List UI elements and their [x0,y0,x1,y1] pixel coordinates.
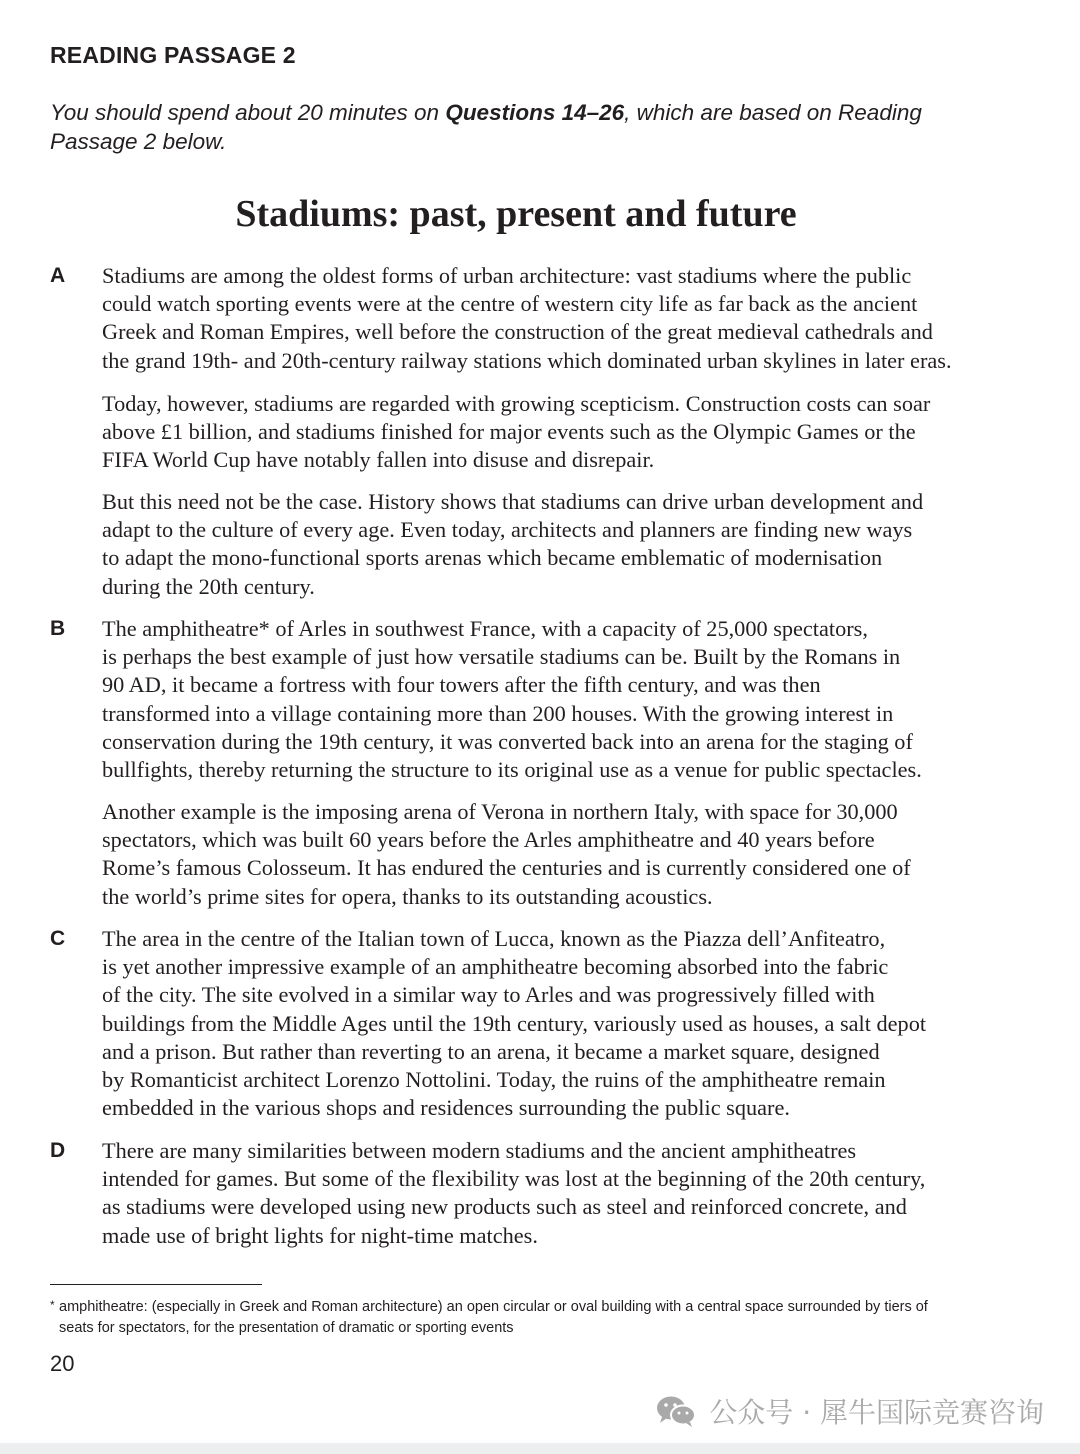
text-line: The amphitheatre* of Arles in southwest France, with a capacity of 25,000 spectators, [102,616,868,641]
footnote-line: amphitheatre: (especially in Greek and Roman architecture) an open circular or oval building with a central space surrounded by tiers of [59,1299,928,1315]
watermark [655,1392,1044,1430]
instructions-questions: Questions 14–26 [445,100,625,125]
text-line: transformed into a village containing more than 200 houses. With the growing interest in [102,700,894,726]
section-letter-a: A [50,264,66,287]
text-line: as stadiums were developed using new products such as steel and reinforced concrete, and [102,1194,907,1220]
text-line: during the 20th century. [102,573,315,599]
text-line: 90 AD, it became a fortress with four towers after the fifth century, and was then [102,672,821,698]
text-line: made use of bright lights for night-time matches. [102,1222,538,1248]
paragraph-a3 [102,488,992,601]
text-line: Stadiums are among the oldest forms of urban architecture: vast stadiums where the public [102,263,912,288]
text-line: embedded in the various shops and residences surrounding the public square. [102,1095,790,1121]
footnote [50,1297,990,1339]
footnote-line: seats for spectators, for the presentation of dramatic or sporting events [59,1320,514,1336]
section-heading: READING PASSAGE 2 [50,42,296,68]
text-line: of the city. The site evolved in a similar way to Arles and was progressively filled with [102,982,875,1008]
text-line: The area in the centre of the Italian town of Lucca, known as the Piazza dell’Anfiteatro, [102,926,886,951]
text-line: spectators, which was built 60 years before the Arles amphitheatre and 40 years before [102,827,875,853]
paragraph-b1 [102,615,992,784]
text-line: above £1 billion, and stadiums finished for major events such as the Olympic Games or the [102,419,916,445]
text-line: is perhaps the best example of just how versatile stadiums can be. Built by the Romans in [102,644,901,670]
text-line: There are many similarities between modern stadiums and the ancient amphitheatres [102,1138,857,1163]
wechat-icon [655,1394,697,1428]
page-number: 20 [50,1351,75,1376]
text-line: by Romanticist architect Lorenzo Nottolini. Today, the ruins of the amphitheatre remain [102,1067,886,1093]
text-line: could watch sporting events were at the centre of western city life as far back as the ancient [102,291,918,317]
text-line: Greek and Roman Empires, well before the construction of the great medieval cathedrals and [102,319,933,345]
text-line: But this need not be the case. History shows that stadiums can drive urban development and [102,489,924,514]
text-line: the grand 19th- and 20th-century railway stations which dominated urban skylines in later eras. [102,347,952,373]
section-letter-b: B [50,617,66,640]
text-line: intended for games. But some of the flexibility was lost at the beginning of the 20th century, [102,1166,926,1192]
passage-title: Stadiums: past, present and future [235,193,797,235]
text-line: Another example is the imposing arena of Verona in northern Italy, with space for 30,000 [102,799,898,824]
text-line: bullfights, thereby returning the structure to its original use as a venue for public spectacles. [102,757,922,783]
text-line: is yet another impressive example of an amphitheatre becoming absorbed into the fabric [102,954,889,980]
text-line: Rome’s famous Colosseum. It has endured the centuries and is currently considered one of [102,855,911,881]
text-line: buildings from the Middle Ages until the 19th century, variously used as houses, a salt depot [102,1010,927,1036]
watermark-text: 公众号 · 犀牛国际竞赛咨询 [709,1396,1044,1429]
text-line: and a prison. But rather than reverting to an arena, it became a market square, designed [102,1038,880,1064]
text-line: to adapt the mono-functional sports arenas which became emblematic of modernisation [102,545,883,571]
instructions [50,98,1010,156]
footnote-divider [50,1284,262,1285]
text-line: FIFA World Cup have notably fallen into disuse and disrepair. [102,447,655,473]
text-line: Today, however, stadiums are regarded with growing scepticism. Construction costs can soar [102,391,931,416]
footnote-mark: * [50,1298,55,1312]
paragraph-a1 [102,262,992,375]
text-line: conservation during the 19th century, it was converted back into an arena for the staging of [102,728,913,754]
instructions-post: , which are based on Reading [624,100,922,125]
instructions-line2: Passage 2 below. [50,129,227,154]
paragraph-a2 [102,390,992,475]
instructions-pre: You should spend about 20 minutes on [50,100,446,125]
text-line: adapt to the culture of every age. Even today, architects and planners are finding new ways [102,517,913,543]
section-letter-c: C [50,927,66,950]
text-line: the world’s prime sites for opera, thanks to its outstanding acoustics. [102,883,713,909]
paragraph-d1 [102,1137,992,1250]
paragraph-b2 [102,798,992,911]
bottom-strip [0,1443,1080,1454]
section-letter-d: D [50,1139,66,1162]
paragraph-c1 [102,925,992,1122]
